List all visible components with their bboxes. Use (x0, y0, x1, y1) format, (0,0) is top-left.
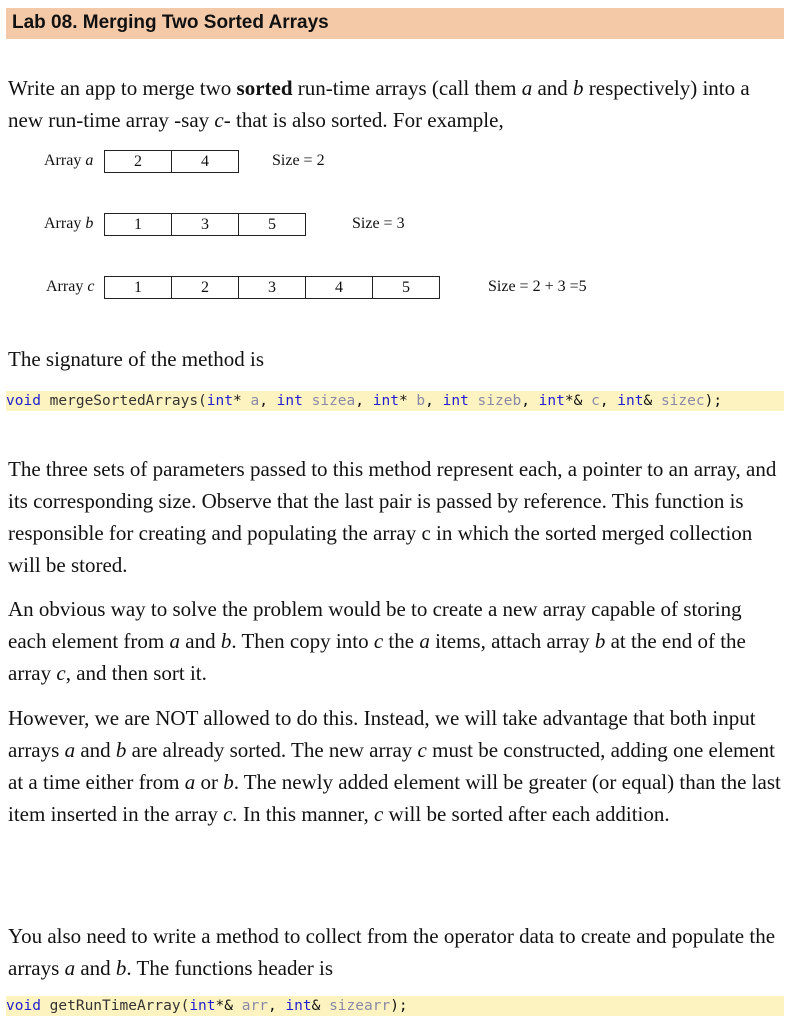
array-c-label: Array c (46, 278, 95, 295)
signature-intro: The signature of the method is (8, 347, 265, 371)
signature-code: void mergeSortedArrays(int* a, int sizea, int* b, int sizeb, int*& c, int& sizec); (6, 391, 784, 411)
array-cell: 5 (402, 279, 410, 296)
page-title: Lab 08. Merging Two Sorted Arrays (12, 12, 329, 33)
array-cell: 4 (201, 153, 209, 170)
array-a-cells (104, 150, 239, 173)
array-cell: 3 (172, 214, 239, 235)
array-c-cells (104, 276, 440, 299)
input-method-paragraph: You also need to write a method to collect from the operator data to create and populate the arrays a and b. The functions header is (8, 924, 776, 980)
array-cell: 1 (105, 214, 172, 235)
array-b-cells (104, 213, 306, 236)
constraint-paragraph: However, we are NOT allowed to do this. Instead, we will take advantage that both input arrays a and b are already sorted. The new array c must be constructed, adding one element at a time either from a or b. The newly added element will be greater (or equal) than the last item inserted in the array c. In this manner, c will be sorted after each addition. (8, 706, 781, 826)
array-cell: 3 (239, 277, 306, 298)
array-b-label: Array b (44, 215, 94, 232)
array-cell: 2 (105, 151, 172, 172)
array-b-size: Size = 3 (352, 215, 405, 232)
title-bar (6, 8, 784, 39)
array-cell: 4 (306, 277, 373, 298)
array-c-size: Size = 2 + 3 =5 (488, 278, 587, 295)
header-code: void getRunTimeArray(int*& arr, int& sizearr); (6, 996, 784, 1016)
array-cell: 2 (172, 277, 239, 298)
parameters-paragraph: The three sets of parameters passed to this method represent each, a pointer to an array, and its corresponding size. Observe that the last pair is passed by reference. This function is responsible for creating and populating the array c in which the sorted merged collection will be stored. (8, 457, 777, 577)
array-a-size: Size = 2 (272, 152, 325, 169)
intro-paragraph: Write an app to merge two sorted run-time arrays (call them a and b respectively) into a new run-time array -say c- that is also sorted. For example, (8, 76, 750, 132)
array-cell: 1 (105, 277, 172, 298)
array-cell: 5 (268, 216, 276, 233)
array-a-label: Array a (44, 152, 94, 169)
obvious-solution-paragraph: An obvious way to solve the problem would be to create a new array capable of storing each element from a and b. Then copy into c the a items, attach array b at the end of the array c, and then sort it. (8, 597, 746, 685)
